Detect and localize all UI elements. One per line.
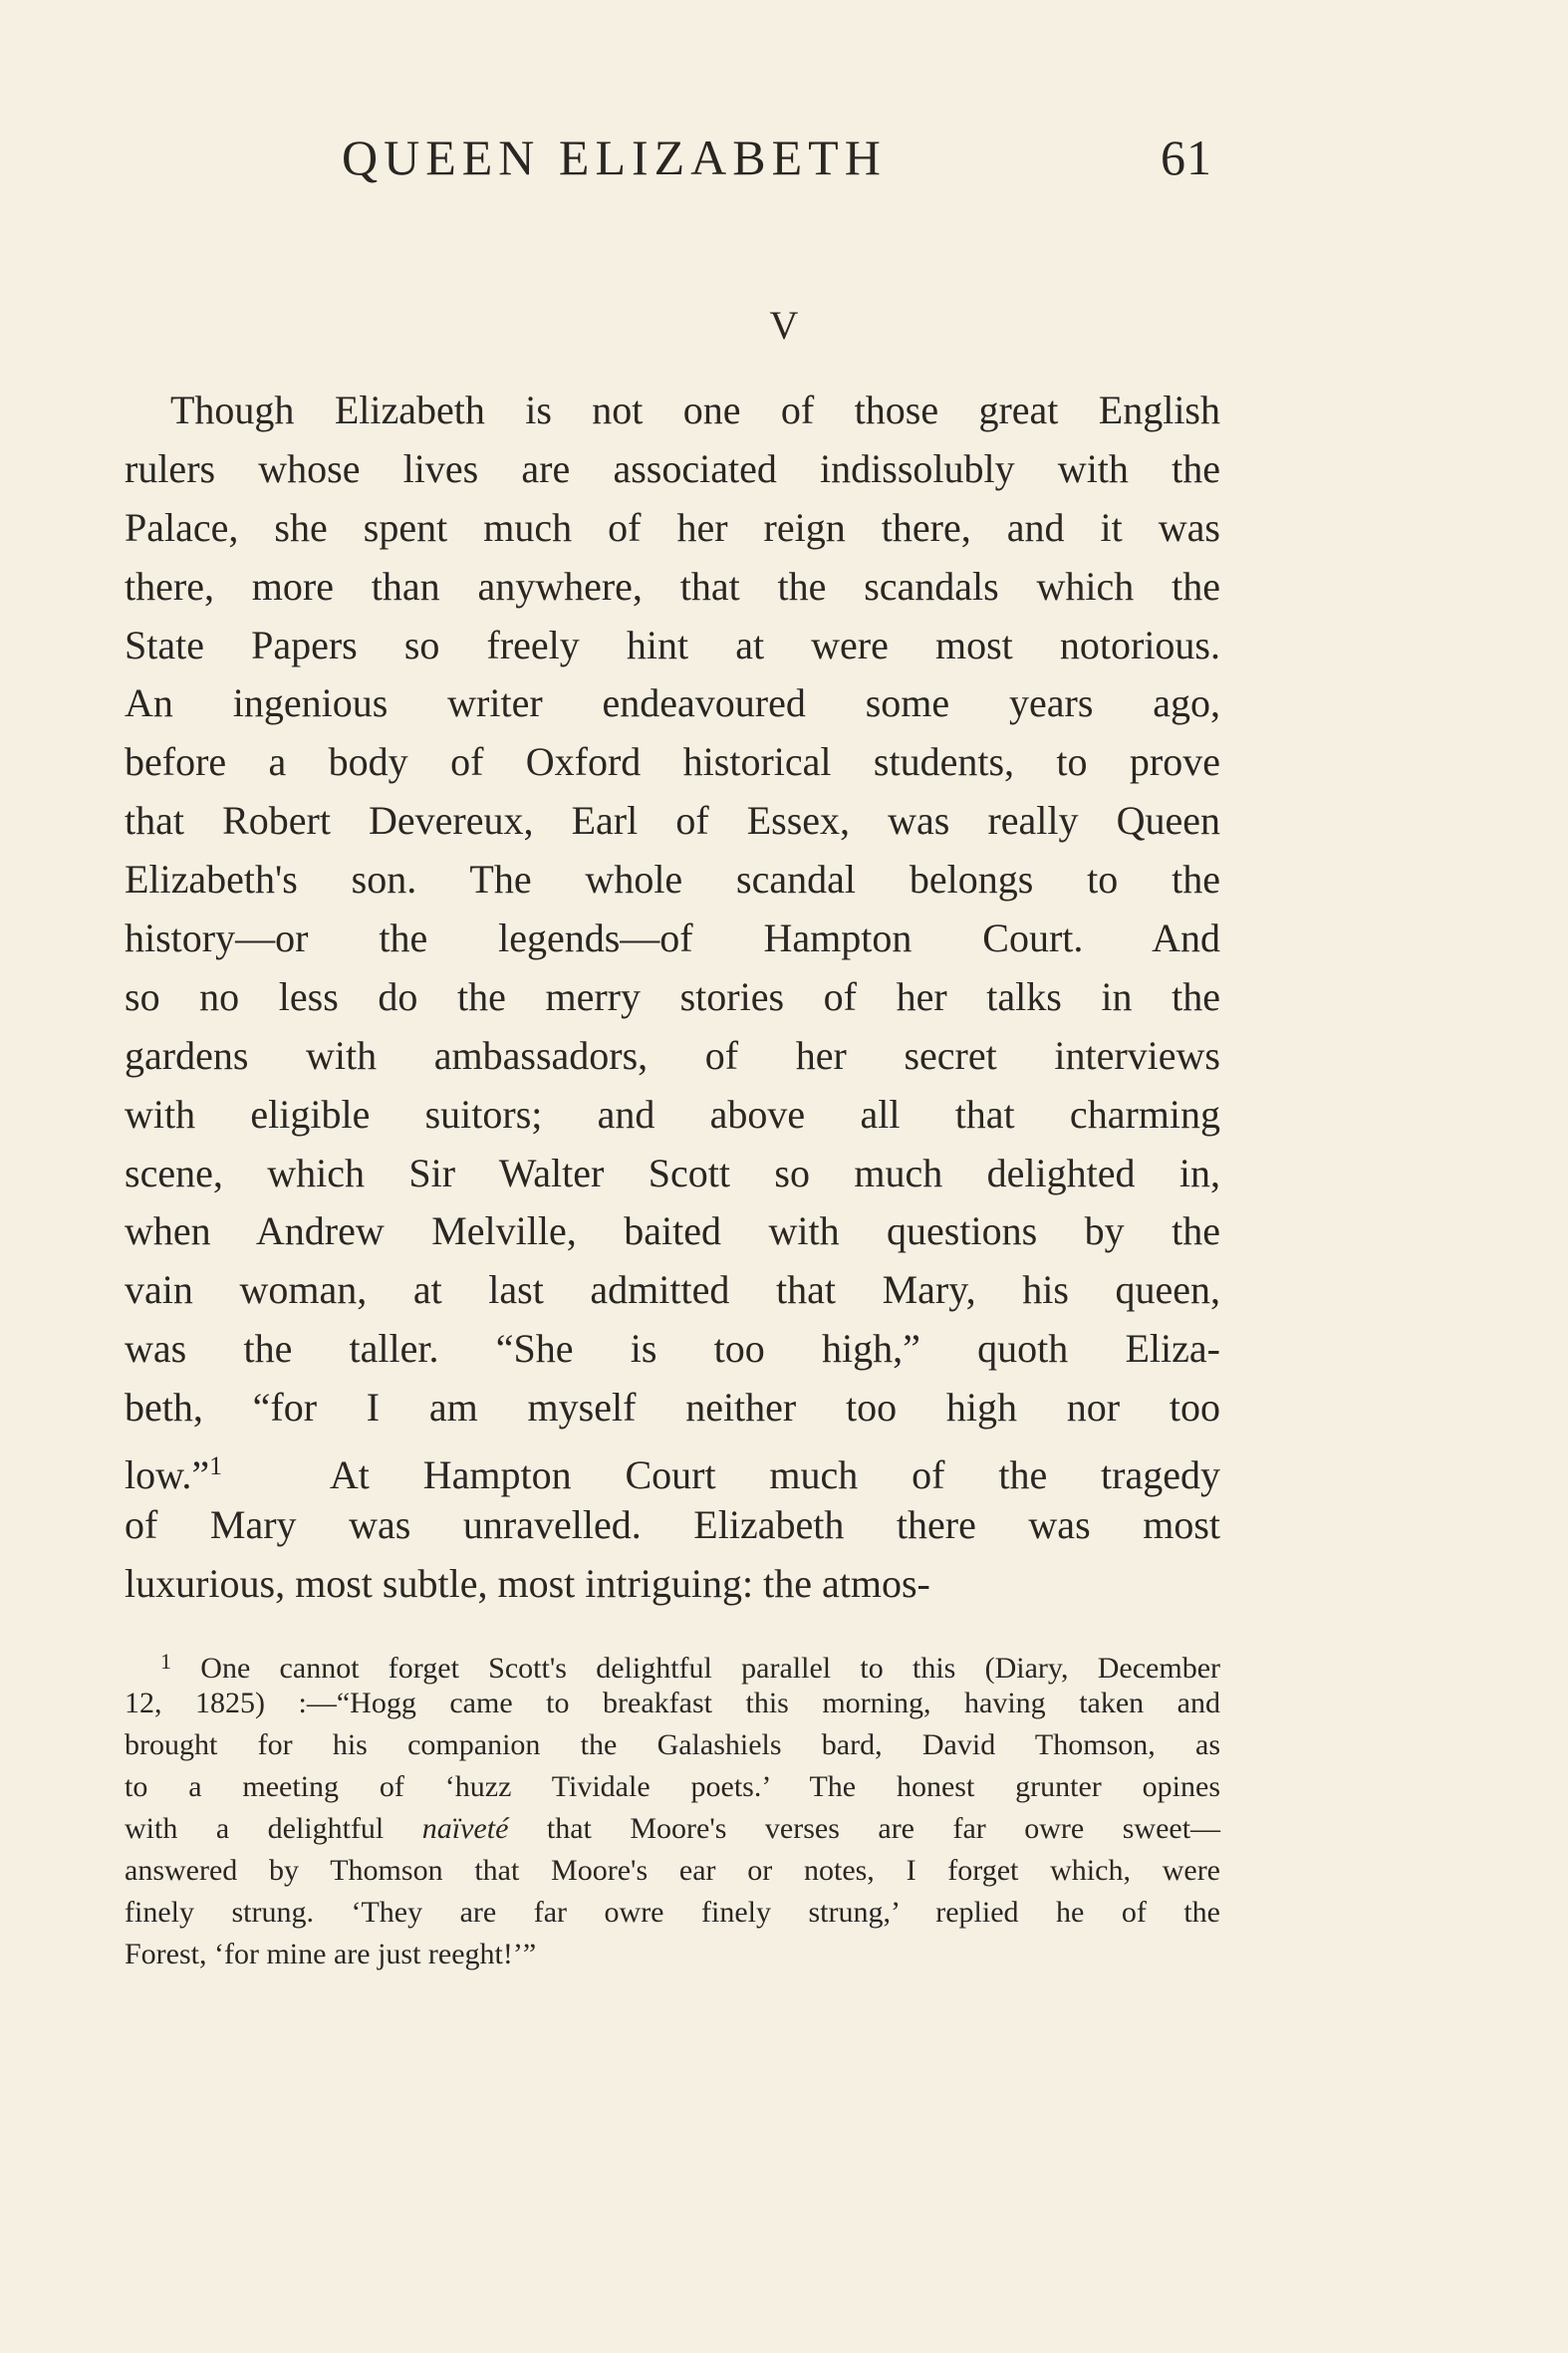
body-line: Elizabeth's son. The whole scandal belongs to the	[125, 857, 1220, 903]
body-line: luxurious, most subtle, most intriguing: the atmos-	[125, 1560, 930, 1606]
body-line: so no less do the merry stories of her talks in the	[125, 973, 1220, 1019]
body-line: Though Elizabeth is not one of those great English	[170, 388, 1220, 432]
footnote-line	[125, 1808, 1220, 1850]
footnote-line-text: One cannot forget Scott's delightful parallel to this (Diary, December	[200, 1652, 1221, 1685]
footnote-line-segment: that Moore's verses are far owre sweet—	[546, 1812, 1221, 1845]
body-line: beth, “for I am myself neither too high nor too	[125, 1385, 1220, 1431]
body-line: State Papers so freely hint at were most notorious.	[125, 622, 1220, 667]
footnote	[125, 1641, 1220, 1975]
footnote-reference: 1	[209, 1451, 223, 1481]
body-line: scene, which Sir Walter Scott so much delighted in,	[125, 1150, 1220, 1195]
footnote-marker: 1	[160, 1649, 171, 1674]
body-line-segment: low.”	[125, 1452, 210, 1498]
footnote-line: Forest, ‘for mine are just reeght!’”	[125, 1938, 537, 1970]
body-line: there, more than anywhere, that the scandals which the	[125, 563, 1220, 609]
footnote-italic-word: naïveté	[421, 1812, 509, 1845]
body-line: An ingenious writer endeavoured some years ago,	[125, 680, 1220, 726]
body-line: gardens with ambassadors, of her secret interviews	[125, 1032, 1220, 1078]
body-line: with eligible suitors; and above all that charming	[125, 1091, 1220, 1137]
body-line	[125, 1438, 1220, 1496]
footnote-line: to a meeting of ‘huzz Tividale poets.’ The honest grunter opines	[125, 1770, 1220, 1803]
section-number: V	[769, 303, 799, 348]
footnote-line: brought for his companion the Galashiels bard, David Thomson, as	[125, 1728, 1220, 1761]
footnote-line-segment: with a delightful	[125, 1812, 385, 1845]
running-title: QUEEN ELIZABETH	[342, 130, 887, 185]
footnote-line	[125, 1641, 1220, 1683]
page-number: 61	[1161, 130, 1212, 185]
body-line-segment: At Hampton Court much of the tragedy	[329, 1452, 1220, 1498]
footnote-line: answered by Thomson that Moore's ear or notes, I forget which, were	[125, 1854, 1220, 1887]
body-line: was the taller. “She is too high,” quoth Eliza-	[125, 1326, 1220, 1372]
body-line: history—or the legends—of Hampton Court. And	[125, 915, 1220, 961]
body-line: vain woman, at last admitted that Mary, his queen,	[125, 1267, 1220, 1313]
body-line: that Robert Devereux, Earl of Essex, was really Queen	[125, 798, 1220, 844]
body-text	[125, 382, 1220, 1614]
body-line: before a body of Oxford historical students, to prove	[125, 739, 1220, 785]
footnote-line: 12, 1825) :—“Hogg came to breakfast this morning, having taken and	[125, 1687, 1220, 1719]
body-line: Palace, she spent much of her reign there, and it was	[125, 504, 1220, 550]
body-line: rulers whose lives are associated indissolubly with the	[125, 445, 1220, 491]
footnote-line: finely strung. ‘They are far owre finely strung,’ replied he of the	[125, 1896, 1220, 1929]
body-line: of Mary was unravelled. Elizabeth there was most	[125, 1501, 1220, 1547]
body-line: when Andrew Melville, baited with questions by the	[125, 1208, 1220, 1254]
